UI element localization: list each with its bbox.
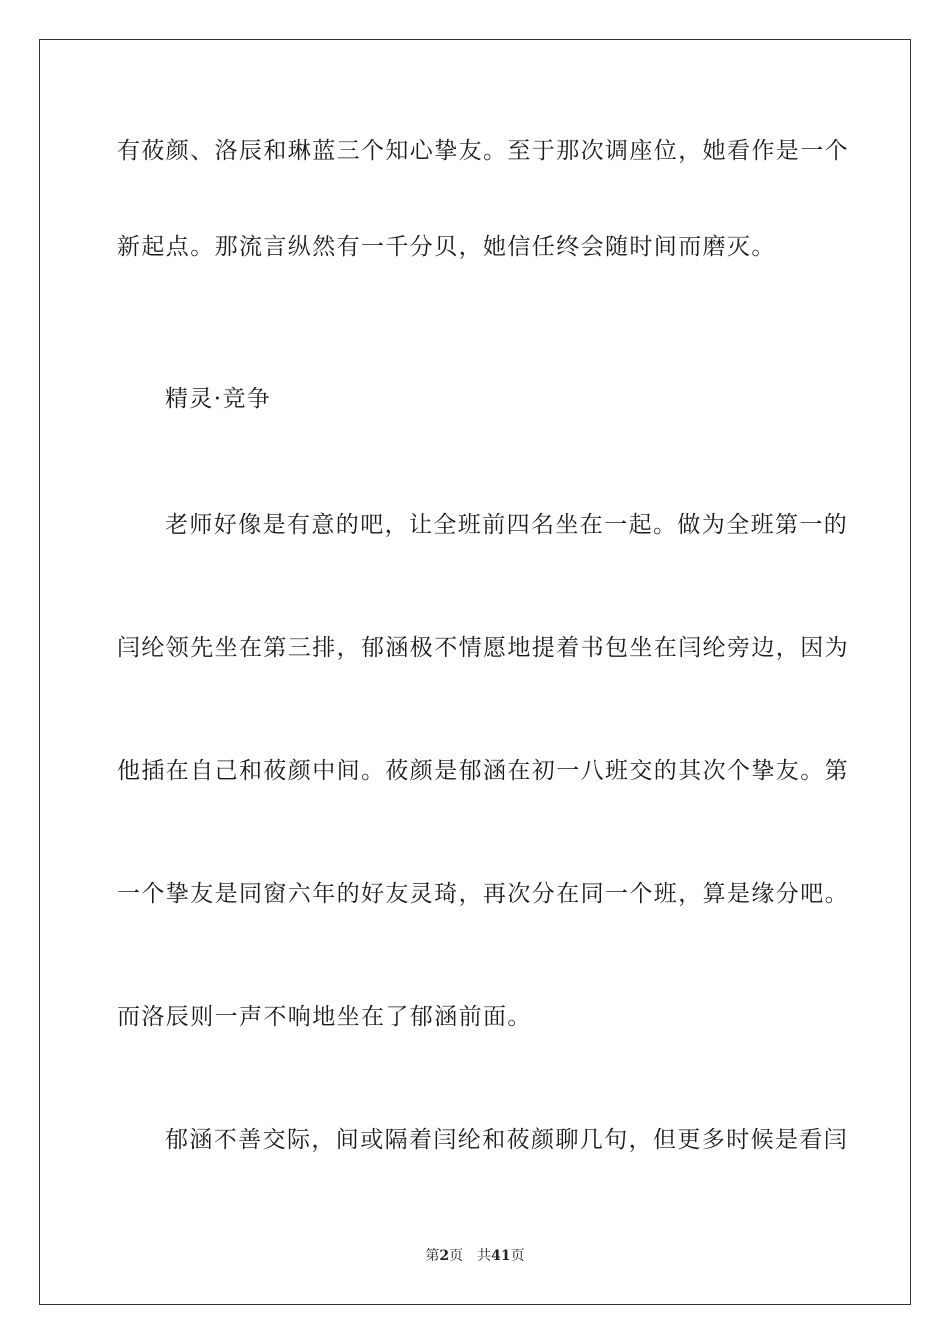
text-line-7: 一个挚友是同窗六年的好友灵琦，再次分在同一个班，算是缘分吧。 — [117, 881, 849, 907]
section-heading: 精灵·竞争 — [165, 386, 272, 412]
page-border — [39, 39, 911, 1305]
text-line-8: 而洛辰则一声不响地坐在了郁涵前面。 — [117, 1004, 532, 1030]
text-line-9: 郁涵不善交际，间或隔着闫纶和莜颜聊几句，但更多时候是看闫 — [165, 1127, 849, 1153]
total-suffix: 页 — [510, 1248, 525, 1264]
text-line-4: 老师好像是有意的吧，让全班前四名坐在一起。做为全班第一的 — [165, 512, 849, 538]
page-footer — [0, 1247, 950, 1265]
total-prefix: 共 — [477, 1248, 492, 1264]
text-line-2: 新起点。那流言纵然有一千分贝，她信任终会随时间而磨灭。 — [117, 234, 776, 260]
page-prefix: 第 — [425, 1248, 440, 1264]
total-pages: 41 — [491, 1248, 511, 1264]
page-number: 2 — [439, 1248, 450, 1264]
page-suffix: 页 — [449, 1248, 464, 1264]
text-line-6: 他插在自己和莜颜中间。莜颜是郁涵在初一八班交的其次个挚友。第 — [117, 758, 849, 784]
text-line-5: 闫纶领先坐在第三排，郁涵极不情愿地提着书包坐在闫纶旁边，因为 — [117, 635, 849, 661]
text-line-1: 有莜颜、洛辰和琳蓝三个知心挚友。至于那次调座位，她看作是一个 — [117, 138, 849, 164]
